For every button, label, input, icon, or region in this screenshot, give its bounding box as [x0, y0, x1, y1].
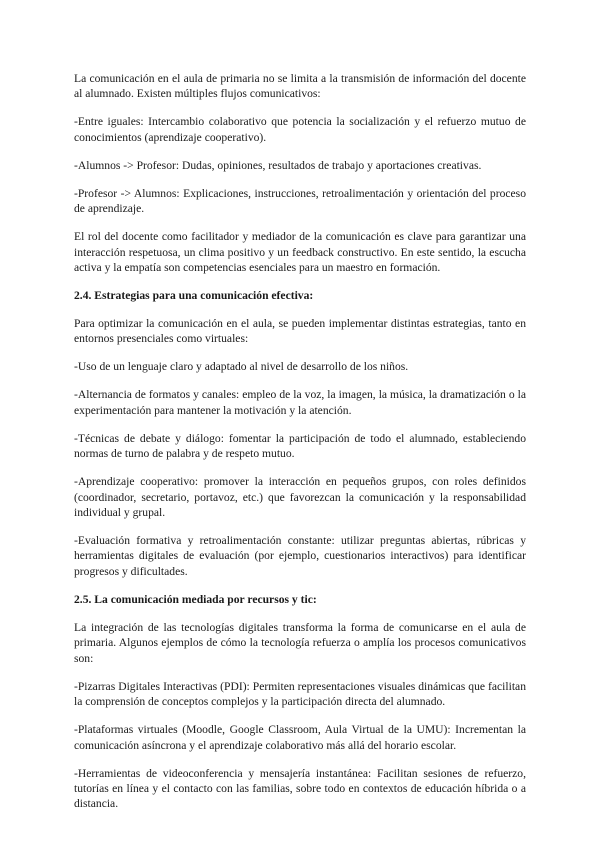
- role-paragraph: El rol del docente como facilitador y mediador de la comunicación es clave para garantizar una interacción respetuosa, un clima positivo y un feedback constructivo. En este sentido, la escucha activa y la empatía son competencias esenciales para un maestro en formación.: [74, 230, 526, 275]
- tic-item: -Plataformas virtuales (Moodle, Google Classroom, Aula Virtual de la UMU): Incrementan la comunicación asíncrona y el aprendizaje colaborativo más allá del horario escolar.: [74, 723, 526, 752]
- strategy-item: -Alternancia de formatos y canales: empleo de la voz, la imagen, la música, la dramatización o la experimentación para mantener la motivación y la atención.: [74, 388, 526, 417]
- strategy-item: -Técnicas de debate y diálogo: fomentar la participación de todo el alumnado, estableciendo normas de turno de palabra y de respeto mutuo.: [74, 431, 526, 461]
- strategy-item: -Evaluación formativa y retroalimentación constante: utilizar preguntas abiertas, rúbricas y herramientas digitales de evaluación (por ejemplo, cuestionarios interactivos) para identificar progresos y dificultades.: [74, 534, 526, 578]
- flow-item: -Profesor -> Alumnos: Explicaciones, instrucciones, retroalimentación y orientación del proceso de aprendizaje.: [74, 186, 526, 216]
- flow-item: -Alumnos -> Profesor: Dudas, opiniones, resultados de trabajo y aportaciones creativas.: [74, 158, 482, 172]
- section-2-5-intro: La integración de las tecnologías digitales transforma la forma de comunicarse en el aula de primaria. Algunos ejemplos de cómo la tecnología refuerza o amplía los procesos comunicativos son:: [74, 620, 526, 665]
- section-heading-2-4: 2.4. Estrategias para una comunicación efectiva:: [74, 289, 314, 303]
- section-2-4-intro: Para optimizar la comunicación en el aula, se pueden implementar distintas estrategias, tanto en entornos presenciales como virtuales:: [74, 317, 526, 346]
- intro-paragraph: La comunicación en el aula de primaria no se limita a la transmisión de información del docente al alumnado. Existen múltiples flujos comunicativos:: [74, 72, 526, 101]
- section-heading-2-5: 2.5. La comunicación mediada por recursos y tic:: [74, 592, 317, 606]
- tic-item: -Pizarras Digitales Interactivas (PDI): Permiten representaciones visuales dinámicas que facilitan la comprensión de conceptos complejos y la participación directa del alumnado.: [74, 679, 526, 709]
- strategy-item: -Aprendizaje cooperativo: promover la interacción en pequeños grupos, con roles definidos (coordinador, secretario, portavoz, etc.) que favorezcan la comunicación y la responsabilidad individual y grupal.: [74, 475, 526, 520]
- flow-item: -Entre iguales: Intercambio colaborativo que potencia la socialización y el refuerzo mutuo de conocimientos (aprendizaje cooperativo).: [74, 115, 526, 144]
- document-page: [74, 71, 526, 824]
- tic-item: -Herramientas de videoconferencia y mensajería instantánea: Facilitan sesiones de refuerzo, tutorías en línea y el contacto con las familias, sobre todo en contextos de educación híbrida o a distancia.: [74, 766, 526, 811]
- strategy-item: -Uso de un lenguaje claro y adaptado al nivel de desarrollo de los niños.: [74, 360, 409, 374]
